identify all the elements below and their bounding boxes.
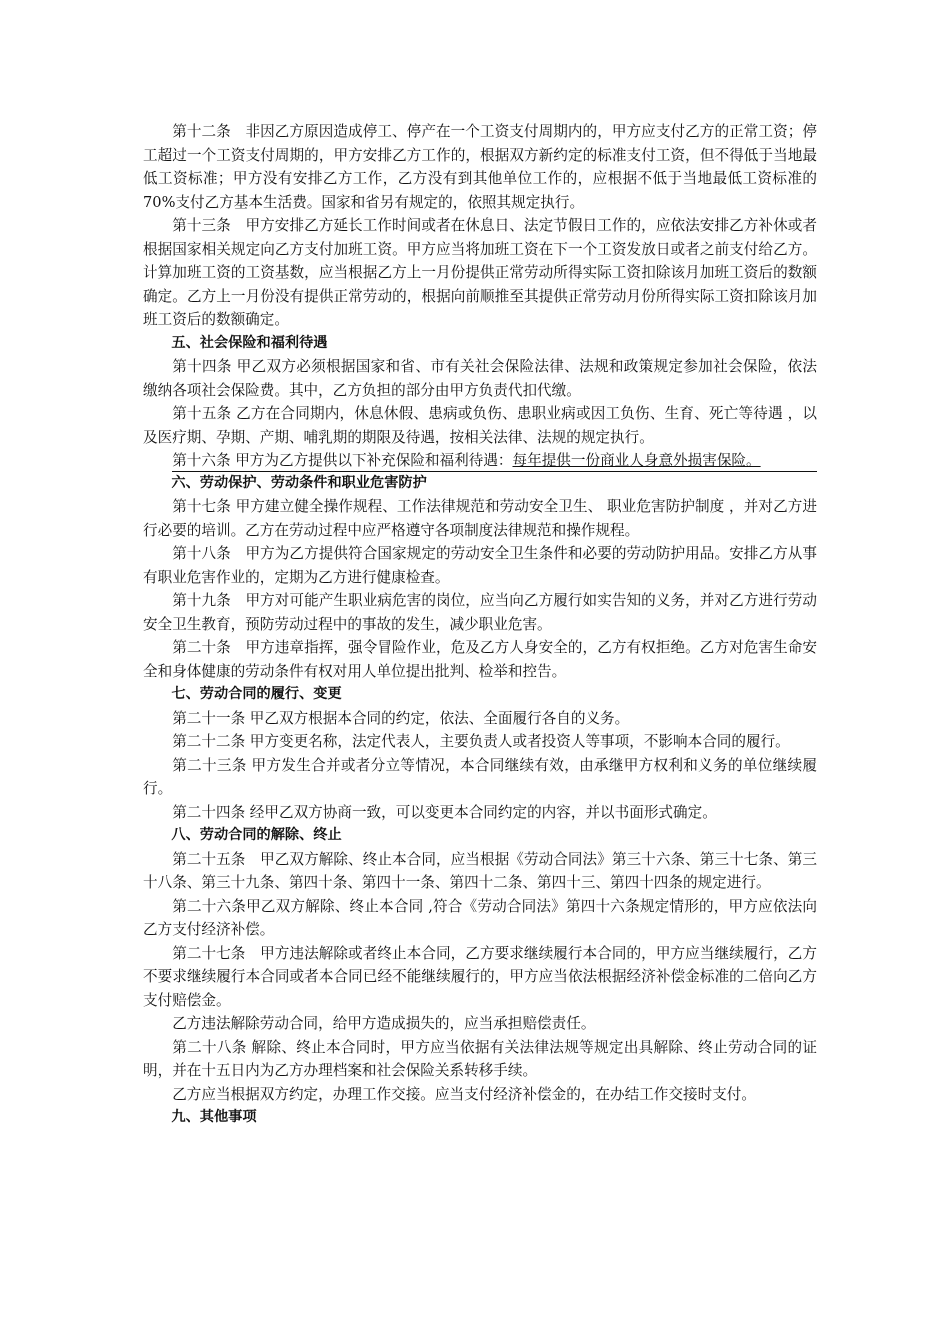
article-22: 第二十二条 甲方变更名称，法定代表人，主要负责人或者投资人等事项，不影响本合同的履行。 xyxy=(172,733,790,750)
article-24: 第二十四条 经甲乙双方协商一致，可以变更本合同约定的内容，并以书面形式确定。 xyxy=(172,803,717,821)
section-heading-9: 九、其他事项 xyxy=(171,1109,257,1125)
article-17: 第十七条 甲方建立健全操作规程、工作法律规范和劳动安全卫生、 职业危害防护制度 ，并对乙方进行必要的培训。乙方在劳动过程中应严格遵守各项制度法律规范和操作规程。 xyxy=(143,498,817,539)
section-heading-5: 五、社会保险和福利待遇 xyxy=(171,334,328,351)
article-20: 第二十条 甲方违章指挥，强令冒险作业，危及乙方人身安全的，乙方有权拒绝。乙方对危害生命安全和身体健康的劳动条件有权对用人单位提出批判、检举和控告。 xyxy=(143,639,817,680)
article-16-prefix: 第十六条 甲方为乙方提供以下补充保险和福利待遇： xyxy=(172,452,513,469)
article-16 xyxy=(143,449,817,473)
article-18: 第十八条 甲方为乙方提供符合国家规定的劳动安全卫生条件和必要的劳动防护用品。安排乙方从事有职业危害作业的，定期为乙方进行健康检查。 xyxy=(143,545,817,586)
section-heading-6: 六、劳动保护、劳动条件和职业危害防护 xyxy=(171,474,427,491)
document-page xyxy=(143,120,817,1130)
article-19: 第十九条 甲方对可能产生职业病危害的岗位，应当向乙方履行如实告知的义务，并对乙方进行劳动安全卫生教育，预防劳动过程中的事故的发生，减少职业危害。 xyxy=(143,592,817,633)
article-28: 第二十八条 解除、终止本合同时，甲方应当依据有关法律法规等规定出具解除、终止劳动合同的证明，并在十五日内为乙方办理档案和社会保险关系转移手续。 xyxy=(143,1038,817,1079)
article-28-supplement: 乙方应当根据双方约定，办理工作交接。应当支付经济补偿金的，在办结工作交接时支付。 xyxy=(172,1085,756,1103)
article-27-supplement: 乙方违法解除劳动合同，给甲方造成损失的，应当承担赔偿责任。 xyxy=(172,1015,596,1032)
article-25: 第二十五条 甲乙双方解除、终止本合同，应当根据《劳动合同法》第三十六条、第三十七条、第三十八条、第三十九条、第四十条、第四十一条、第四十二条、第四十三、第四十四条的规定进行。 xyxy=(143,850,817,891)
article-12: 第十二条 非因乙方原因造成停工、停产在一个工资支付周期内的，甲方应支付乙方的正常工资；停工超过一个工资支付周期的，甲方安排乙方工作的，根据双方新约定的标准支付工资，但不得低于当地最低工资标准；甲方没有安排乙方工作，乙方没有到其他单位工作的，应根据不低于当地最低工资标准的 70%支付乙方基本生活费。国家和省另有规定的，依照其规定执行。 xyxy=(143,123,817,211)
article-27: 第二十七条 甲方违法解除或者终止本合同，乙方要求继续履行本合同的，甲方应当继续履行，乙方不要求继续履行本合同或者本合同已经不能继续履行的，甲方应当依法根据经济补偿金标准的二倍向乙方支付赔偿金。 xyxy=(143,944,817,1009)
section-heading-8: 八、劳动合同的解除、终止 xyxy=(171,827,342,843)
section-heading-7: 七、劳动合同的履行、变更 xyxy=(171,686,342,702)
article-16-fill-in: 每年提供一份商业人身意外损害保险。 xyxy=(512,452,761,469)
article-15: 第十五条 乙方在合同期内，休息休假、患病或负伤、患职业病或因工负伤、生育、死亡等待遇 ，以及医疗期、孕期、产期、哺乳期的期限及待遇，按相关法律、法规的规定执行。 xyxy=(143,405,817,446)
article-26: 第二十六条甲乙双方解除、终止本合同 ,符合《劳动合同法》第四十六条规定情形的，甲方应依法向乙方支付经济补偿。 xyxy=(143,897,817,938)
article-21: 第二十一条 甲乙双方根据本合同的约定，依法、全面履行各自的义务。 xyxy=(172,709,630,727)
article-23: 第二十三条 甲方发生合并或者分立等情况，本合同继续有效，由承继甲方权利和义务的单位继续履行。 xyxy=(143,756,817,797)
article-14: 第十四条 甲乙双方必须根据国家和省、市有关社会保险法律、法规和政策规定参加社会保险，依法缴纳各项社会保险费。其中，乙方负担的部分由甲方负责代扣代缴。 xyxy=(143,358,817,399)
article-13: 第十三条 甲方安排乙方延长工作时间或者在休息日、法定节假日工作的，应依法安排乙方补休或者根据国家相关规定向乙方支付加班工资。甲方应当将加班工资在下一个工资发放日或者之前支付给乙方。计算加班工资的工资基数，应当根据乙方上一月份提供正常劳动所得实际工资扣除该月加班工资后的数额确定。乙方上一月份没有提供正常劳动的，根据向前顺推至其提供正常劳动月份所得实际工资扣除该月加班工资后的数额确定。 xyxy=(143,217,817,328)
